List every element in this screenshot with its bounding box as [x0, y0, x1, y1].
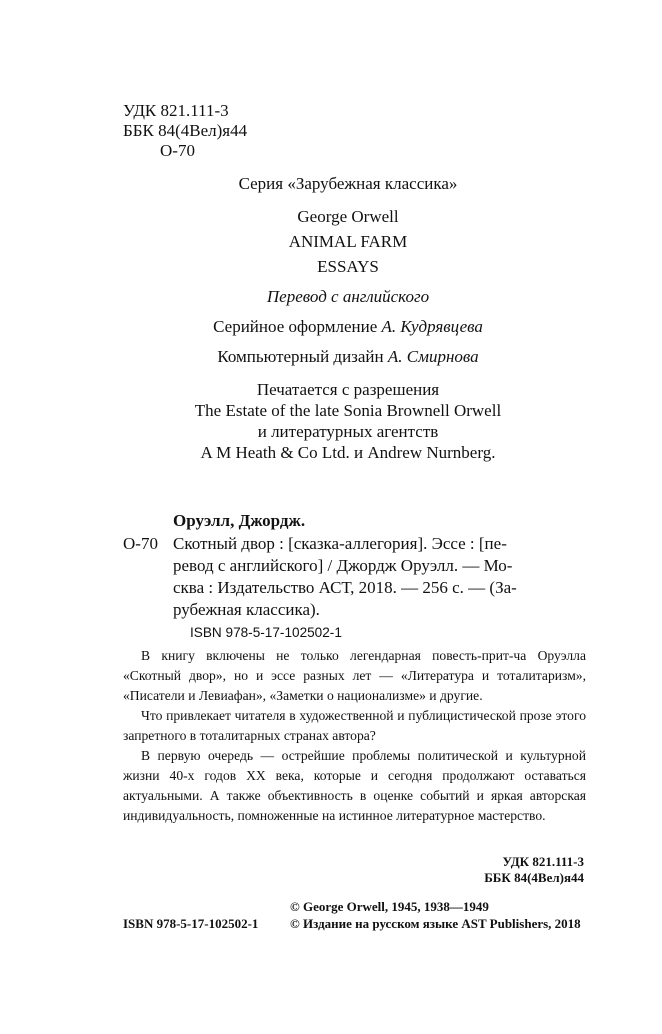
original-title: ANIMAL FARM: [288, 232, 408, 251]
original-subtitle: ESSAYS: [317, 257, 379, 276]
annotation-paragraph: В первую очередь — острейшие проблемы политической и культурной жизни 40-х годов XX века, которые и сегодня продолжают оставаться актуальными. А также объективность в оценке событий и яркая авторская индивидуальность, помноженные на истинное литературное мастерство.: [123, 748, 586, 823]
author-mark: О-70: [160, 141, 195, 160]
footer-bbk: ББК 84(4Вел)я44: [484, 870, 584, 885]
copyright-line-2: © Издание на русском языке AST Publishers, 2018: [290, 916, 581, 931]
footer-isbn: ISBN 978-5-17-102502-1: [123, 916, 259, 931]
annotation-paragraph: В книгу включены не только легендарная повесть-прит-ча Оруэлла «Скотный двор», но и эссе разных лет — «Литература и тоталитаризм», «Писатели и Левиафан», «Заметки о национализме» и другие.: [123, 648, 586, 703]
catalog-entry-line-2: ревод с английского] / Джордж Оруэлл. — Мо-: [173, 556, 513, 575]
annotation-paragraph: Что привлекает читателя в художественной и публицистической прозе этого запретного в тоталитарных странах автора?: [123, 708, 586, 743]
computer-design-credit: [0, 347, 662, 367]
computer-design-label: Компьютерный дизайн: [217, 347, 384, 366]
series-design-credit: [0, 317, 662, 337]
original-author: George Orwell: [297, 207, 399, 226]
permission-line-2: The Estate of the late Sonia Brownell Orwell: [194, 401, 502, 420]
permission-line-3: и литературных агентств: [257, 422, 439, 441]
series-design-name: А. Кудрявцева: [381, 317, 483, 336]
translation-note: Перевод с английского: [266, 287, 430, 306]
footer-udk: УДК 821.111-3: [502, 854, 584, 869]
catalog-entry-line-4: рубежная классика).: [173, 600, 320, 619]
catalog-mark: О-70: [123, 534, 158, 553]
udk-code: УДК 821.111-3: [123, 101, 229, 120]
catalog-isbn: ISBN 978-5-17-102502-1: [190, 625, 342, 640]
catalog-entry-line-1: Скотный двор : [сказка-аллегория]. Эссе : [пе-: [173, 534, 507, 553]
copyright-line-1: © George Orwell, 1945, 1938—1949: [290, 899, 489, 914]
catalog-author-heading: Оруэлл, Джордж.: [173, 511, 306, 530]
annotation: [123, 646, 586, 826]
computer-design-name: А. Смирнова: [387, 347, 479, 366]
series-design-label: Серийное оформление: [213, 317, 378, 336]
permission-line-4: A M Heath & Co Ltd. и Andrew Nurnberg.: [200, 443, 496, 462]
permission-line-1: Печатается с разрешения: [256, 380, 440, 399]
series-line: Серия «Зарубежная классика»: [238, 174, 458, 193]
bbk-code: ББК 84(4Вел)я44: [123, 121, 248, 140]
catalog-entry-line-3: сква : Издательство АСТ, 2018. — 256 с. — (За-: [173, 578, 517, 597]
